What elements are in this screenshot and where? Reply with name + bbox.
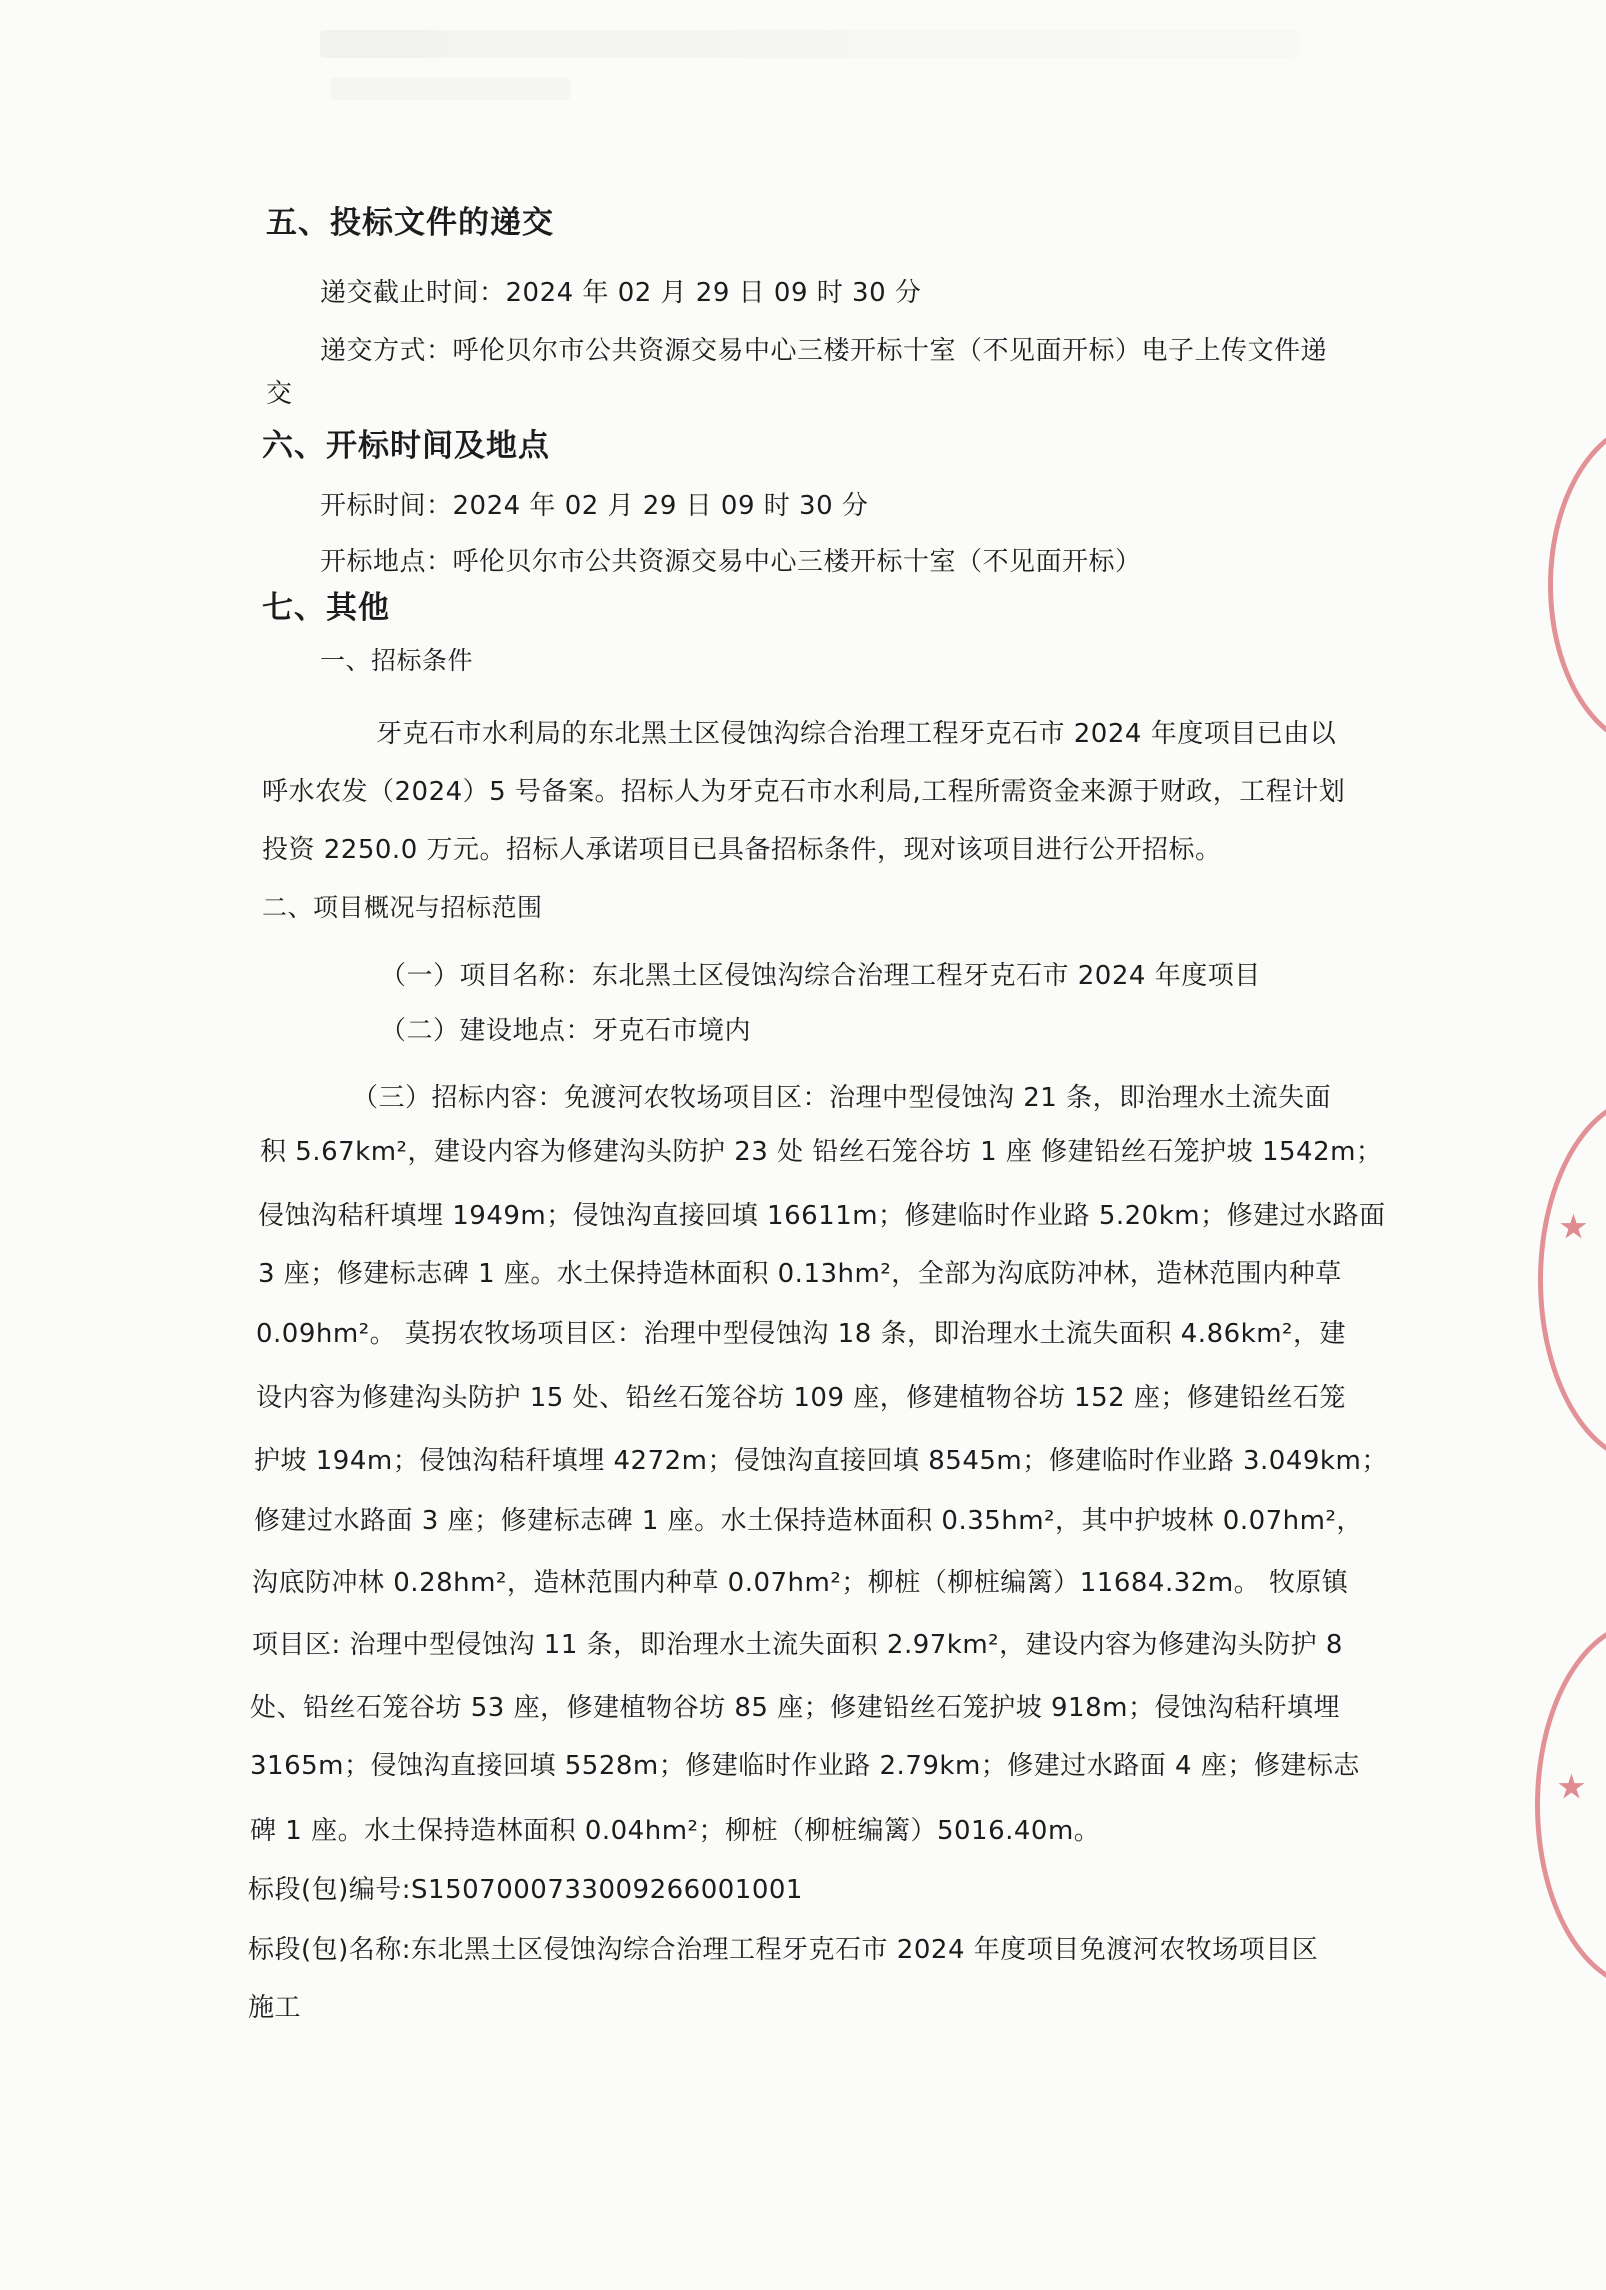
content-line: 积 5.67km²，建设内容为修建沟头防护 23 处 铅丝石笼谷坊 1 座 修建铅丝石笼护坡 1542m；	[260, 1137, 1383, 1167]
content-line: 碑 1 座。水土保持造林面积 0.04hm²；柳桩（柳桩编篱）5016.40m。	[250, 1816, 1101, 1846]
content-line: 护坡 194m；侵蚀沟秸秆填埋 4272m；侵蚀沟直接回填 8545m；修建临时作业路 3.049km；	[254, 1446, 1388, 1476]
seal-stamp	[1538, 1095, 1606, 1465]
subsection-overview: 二、项目概况与招标范围	[262, 893, 543, 922]
condition-line: 投资 2250.0 万元。招标人承诺项目已具备招标条件，现对该项目进行公开招标。	[262, 835, 1222, 865]
project-location: （二）建设地点：牙克石市境内	[380, 1016, 752, 1046]
submission-method: 递交方式：呼伦贝尔市公共资源交易中心三楼开标十室（不见面开标）电子上传文件递	[320, 336, 1328, 366]
seal-star-icon: ★	[1558, 1770, 1585, 1805]
condition-line: 牙克石市水利局的东北黑土区侵蚀沟综合治理工程牙克石市 2024 年度项目已由以	[376, 719, 1337, 749]
section7-title: 七、其他	[262, 590, 390, 626]
submission-method-cont: 交	[266, 379, 293, 409]
content-line: 设内容为修建沟头防护 15 处、铅丝石笼谷坊 109 座，修建植物谷坊 152 座；修建铅丝石笼	[256, 1383, 1346, 1413]
faded-header-text-2	[330, 78, 570, 100]
content-line: 0.09hm²。 莫拐农牧场项目区：治理中型侵蚀沟 18 条，即治理水土流失面积 4.86km²，建	[256, 1319, 1346, 1349]
opening-time: 开标时间：2024 年 02 月 29 日 09 时 30 分	[320, 491, 869, 521]
content-line: 处、铅丝石笼谷坊 53 座，修建植物谷坊 85 座；修建铅丝石笼护坡 918m；侵蚀沟秸秆填埋	[250, 1693, 1340, 1723]
lot-name: 标段(包)名称:东北黑土区侵蚀沟综合治理工程牙克石市 2024 年度项目免渡河农牧场项目区	[248, 1935, 1319, 1965]
submission-deadline: 递交截止时间：2024 年 02 月 29 日 09 时 30 分	[320, 278, 922, 308]
seal-stamp	[1535, 1620, 1606, 1990]
condition-line: 呼水农发（2024）5 号备案。招标人为牙克石市水利局,工程所需资金来源于财政，工程计划	[262, 777, 1346, 807]
section5-title: 五、投标文件的递交	[266, 205, 554, 241]
content-line: 侵蚀沟秸秆填埋 1949m；侵蚀沟直接回填 16611m；修建临时作业路 5.20km；修建过水路面	[258, 1201, 1386, 1231]
content-line: 3 座；修建标志碑 1 座。水土保持造林面积 0.13hm²，全部为沟底防冲林，造林范围内种草	[258, 1259, 1342, 1289]
faded-header-text	[320, 30, 1300, 58]
content-line: 3165m；侵蚀沟直接回填 5528m；修建临时作业路 2.79km；修建过水路面 4 座；修建标志	[250, 1751, 1360, 1781]
content-line: 修建过水路面 3 座；修建标志碑 1 座。水土保持造林面积 0.35hm²，其中护坡林 0.07hm²，	[254, 1506, 1363, 1536]
seal-star-icon: ★	[1560, 1210, 1587, 1245]
content-line: 项目区: 治理中型侵蚀沟 11 条，即治理水土流失面积 2.97km²，建设内容为修建沟头防护 8	[252, 1630, 1343, 1660]
lot-name-cont: 施工	[248, 1993, 302, 2023]
project-name: （一）项目名称：东北黑土区侵蚀沟综合治理工程牙克石市 2024 年度项目	[380, 961, 1261, 991]
content-line: 沟底防冲林 0.28hm²，造林范围内种草 0.07hm²；柳桩（柳桩编篱）11684.32m。 牧原镇	[252, 1568, 1349, 1598]
section6-title: 六、开标时间及地点	[262, 428, 550, 464]
content-line: （三）招标内容：免渡河农牧场项目区：治理中型侵蚀沟 21 条，即治理水土流失面	[352, 1083, 1332, 1113]
lot-number: 标段(包)编号:S1507000733009266001001	[248, 1875, 803, 1905]
seal-stamp	[1548, 420, 1606, 750]
opening-place: 开标地点：呼伦贝尔市公共资源交易中心三楼开标十室（不见面开标）	[320, 547, 1142, 577]
subsection-conditions: 一、招标条件	[320, 646, 474, 675]
